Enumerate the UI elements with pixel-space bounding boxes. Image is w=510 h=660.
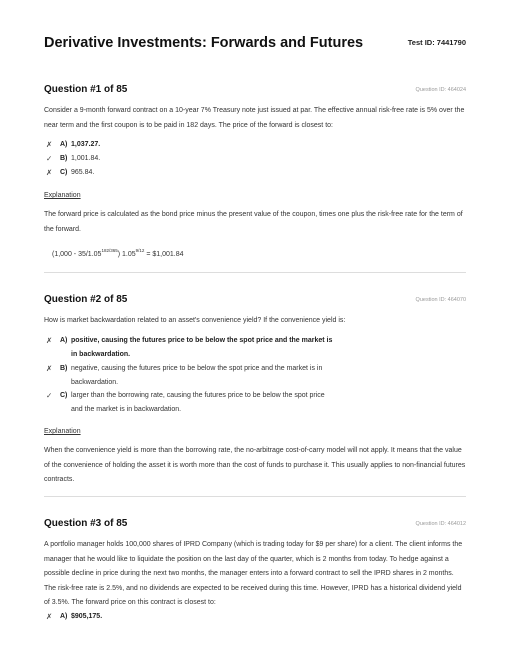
choice-text: $905,175.: [71, 613, 103, 620]
choice-text: [71, 389, 391, 417]
choice-letter: B): [60, 365, 68, 372]
choice-letter: C): [60, 392, 68, 399]
incorrect-mark-icon: ✗: [46, 364, 53, 373]
question-2-stem: How is market backwardation related to an asset's convenience yield? If the convenience yield is:: [44, 317, 346, 324]
correct-check-icon: ✓: [46, 154, 53, 163]
question-3-title: Question #3 of 85: [44, 518, 128, 529]
question-2-choice-a[interactable]: [44, 334, 424, 362]
choice-text-line: backwardation.: [71, 379, 119, 386]
question-2-title: Question #2 of 85: [44, 294, 128, 305]
formula-part: ) 1.05: [117, 251, 136, 258]
incorrect-mark-icon: ✗: [46, 336, 53, 345]
formula-part: (1,000 - 35/1.05: [52, 251, 102, 258]
choice-text: [71, 334, 391, 362]
question-3-header: [44, 518, 466, 532]
question-2-choice-c[interactable]: [44, 389, 424, 417]
page-title: Derivative Investments: Forwards and Futures: [44, 35, 364, 51]
choice-text-line: larger than the borrowing rate, causing the futures price to be below the spot price: [71, 392, 325, 399]
formula-exponent: 182/365: [101, 248, 118, 253]
choice-text: 965.84.: [71, 169, 95, 176]
divider: [44, 272, 466, 273]
question-2-explanation-link[interactable]: Explanation: [44, 428, 81, 435]
question-3-id: Question ID: 464012: [415, 521, 466, 527]
question-1-title: Question #1 of 85: [44, 84, 128, 95]
choice-text: 1,037.27.: [71, 141, 101, 148]
incorrect-mark-icon: ✗: [46, 140, 53, 149]
question-1-stem: Consider a 9-month forward contract on a 10-year 7% Treasury note just issued at par. The effective annual risk-free rate is 5% over the near term and the first coupon is to be paid in 182 days. The price of the forward is closest to:: [44, 107, 465, 129]
test-id: Test ID: 7441790: [407, 38, 466, 47]
choice-text: 1,001.84.: [71, 155, 101, 162]
question-2-id: Question ID: 464070: [415, 297, 466, 303]
choice-text: [71, 362, 391, 390]
choice-letter: B): [60, 155, 68, 162]
formula-exponent: 9/12: [135, 248, 145, 253]
choice-text-line: and the market is in backwardation.: [71, 406, 182, 413]
question-1-explanation: The forward price is calculated as the bond price minus the present value of the coupon, times one plus the risk-free rate for the term of the forward.: [44, 211, 463, 233]
choice-text-line: positive, causing the futures price to be below the spot price and the market is: [71, 337, 333, 344]
choice-letter: A): [60, 141, 68, 148]
question-2-choice-b[interactable]: [44, 362, 424, 390]
correct-check-icon: ✓: [46, 391, 53, 400]
divider: [44, 496, 466, 497]
question-1-id: Question ID: 464024: [415, 87, 466, 93]
question-3-stem: A portfolio manager holds 100,000 shares of IPRD Company (which is trading today for $9 per share) for a client. The client informs the manager that he would like to liquidate the position on the last day of the quarter, which is 2 months from today. To hedge against a possible decline in price during the next two months, the manager enters into a forward contract to sell the IPRD shares in 2 months. The risk-free rate is 2.5%, and no dividends are expected to be received during this time. However, IPRD has a historical dividend yield of 3.5%. The forward price on this contract is closest to:: [44, 541, 463, 606]
choice-text-line: negative, causing the futures price to be below the spot price and the market is in: [71, 365, 323, 372]
question-2-header: [44, 294, 466, 308]
question-2-explanation: When the convenience yield is more than the borrowing rate, the no-arbitrage cost-of-carry model will not apply. It means that the value of the convenience of holding the asset it is worth more than the cost of funds to purchase it. This usually applies to non-financial futures contracts.: [44, 447, 466, 483]
page-header: [44, 35, 466, 55]
choice-letter: A): [60, 613, 68, 620]
question-1-explanation-link[interactable]: Explanation: [44, 192, 81, 199]
question-1-formula: [52, 248, 184, 258]
choice-letter: A): [60, 337, 68, 344]
formula-part: = $1,001.84: [144, 251, 184, 258]
incorrect-mark-icon: ✗: [46, 168, 53, 177]
choice-text-line: in backwardation.: [71, 351, 131, 358]
choice-letter: C): [60, 169, 68, 176]
incorrect-mark-icon: ✗: [46, 612, 53, 621]
question-1-header: [44, 84, 466, 98]
